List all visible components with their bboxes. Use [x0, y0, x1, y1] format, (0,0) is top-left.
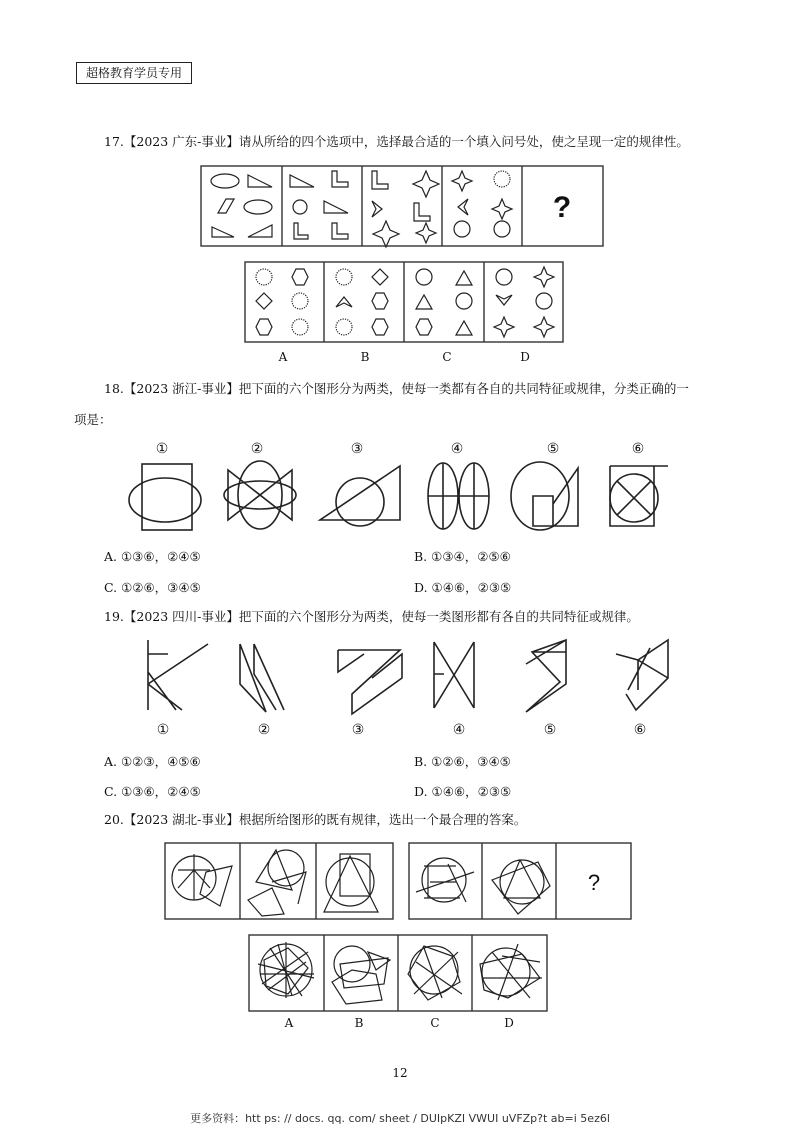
q20-question-figure-right — [408, 842, 632, 920]
q18-figure-number-6: ⑥ — [631, 441, 645, 457]
question-20-text: 20.【2023 湖北-事业】根据所给图形的既有规律，选出一个最合理的答案。 — [104, 812, 527, 827]
q19-figure-number-2: ② — [257, 722, 271, 738]
header-label: 超格教育学员专用 — [76, 62, 192, 84]
q19-option-b: B. ①②⑥，③④⑤ — [414, 754, 511, 769]
q20-option-c-label: C — [430, 1016, 440, 1030]
q19-option-c: C. ①③⑥，②④⑤ — [104, 784, 201, 799]
q20-option-d-label: D — [504, 1016, 514, 1030]
q20-options-figure — [248, 934, 548, 1012]
q20-option-b-label: B — [354, 1016, 364, 1030]
q17-question-mark: ? — [552, 191, 572, 224]
q18-option-b: B. ①③④，②⑤⑥ — [414, 549, 511, 564]
q19-figure-number-3: ③ — [351, 722, 365, 738]
q17-option-b-label: B — [360, 350, 370, 364]
q18-figures — [120, 460, 680, 538]
q18-option-d: D. ①④⑥，②③⑤ — [414, 580, 512, 595]
q19-option-d: D. ①④⑥，②③⑤ — [414, 784, 512, 799]
q17-options-figure — [244, 261, 564, 343]
q20-question-mark: ? — [587, 870, 601, 895]
q18-figure-number-5: ⑤ — [546, 441, 560, 457]
q19-figure-number-4: ④ — [452, 722, 466, 738]
q19-figures — [120, 634, 680, 718]
q18-figure-number-3: ③ — [350, 441, 364, 457]
question-18-text-line1: 18.【2023 浙江-事业】把下面的六个图形分为两类，使每一类都有各自的共同特征或规律，分类正确的一 — [104, 381, 689, 396]
footer-link-text[interactable]: 更多资料：htt ps: // docs. qq. com/ sheet / DUIpKZI VWUI uVFZp?t ab=i 5ez6l — [190, 1112, 610, 1125]
q18-figure-number-4: ④ — [450, 441, 464, 457]
question-18-text-line2: 项是： — [74, 412, 112, 427]
q19-figure-number-6: ⑥ — [633, 722, 647, 738]
q17-option-d-label: D — [520, 350, 530, 364]
q17-question-figure — [200, 165, 604, 247]
q18-figure-number-1: ① — [155, 441, 169, 457]
q19-option-a: A. ①②③，④⑤⑥ — [104, 754, 201, 769]
q20-option-a-label: A — [284, 1016, 294, 1030]
question-17-text: 17.【2023 广东-事业】请从所给的四个选项中，选择最合适的一个填入问号处，使之呈现一定的规律性。 — [104, 134, 689, 149]
q17-option-a-label: A — [278, 350, 288, 364]
question-19-text: 19.【2023 四川-事业】把下面的六个图形分为两类，使每一类图形都有各自的共同特征或规律。 — [104, 609, 639, 624]
q18-option-a: A. ①③⑥，②④⑤ — [104, 549, 201, 564]
q17-option-c-label: C — [442, 350, 452, 364]
q19-figure-number-1: ① — [156, 722, 170, 738]
q19-figure-number-5: ⑤ — [543, 722, 557, 738]
page-number: 12 — [392, 1066, 408, 1080]
q20-question-figure-left — [164, 842, 394, 920]
q18-option-c: C. ①②⑥，③④⑤ — [104, 580, 201, 595]
q18-figure-number-2: ② — [250, 441, 264, 457]
